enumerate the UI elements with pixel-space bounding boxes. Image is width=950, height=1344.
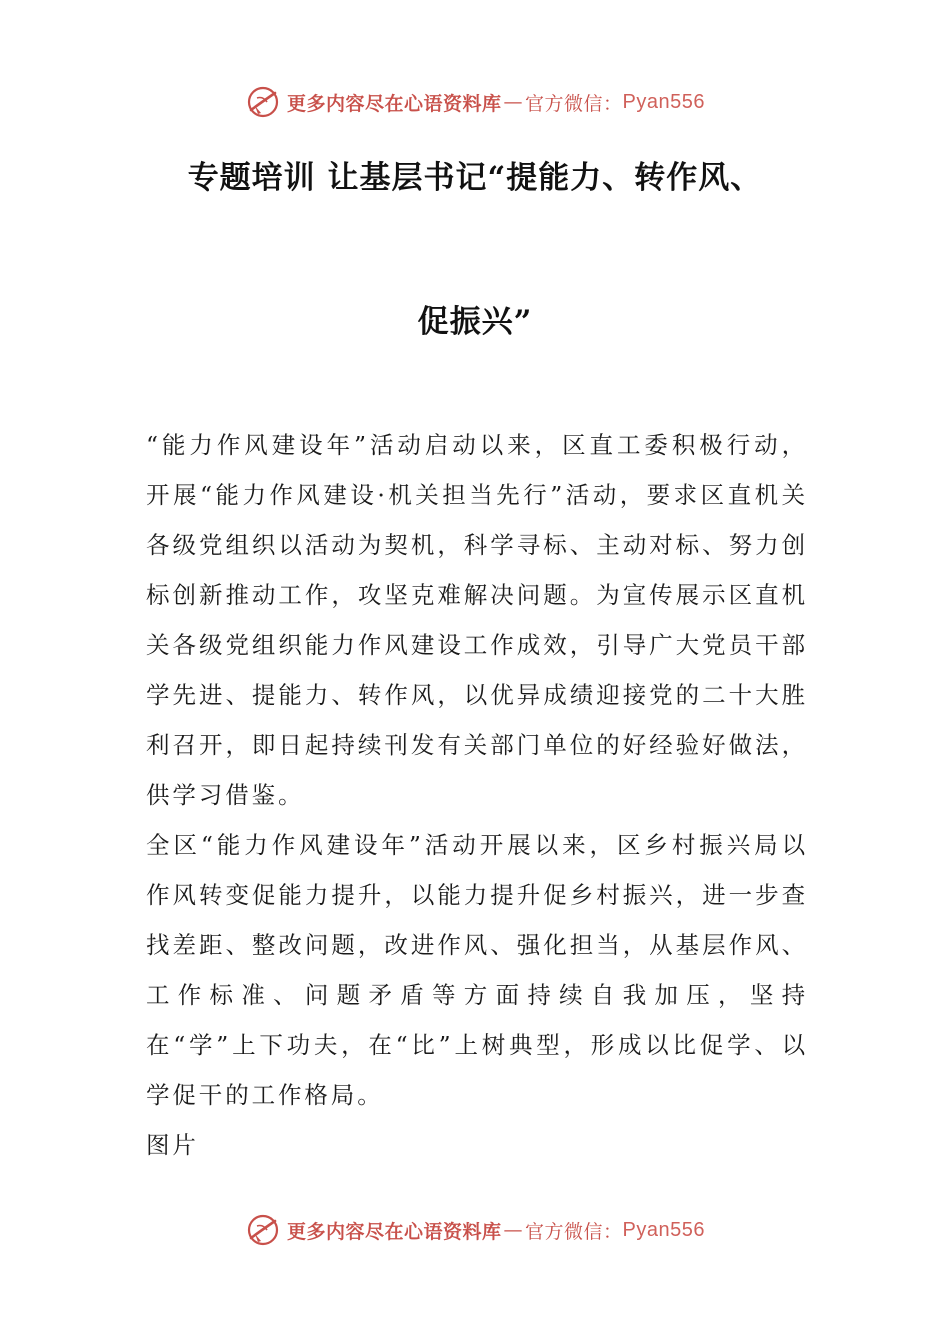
watermark-dash: — bbox=[503, 91, 524, 113]
watermark-main-text: 更多内容尽在心语资料库 bbox=[287, 1220, 502, 1243]
watermark-wechat-id: Pyan556 bbox=[622, 90, 705, 113]
header-watermark bbox=[0, 82, 950, 122]
watermark-wechat-label: 官方微信： bbox=[525, 1220, 623, 1243]
document-title-line-2: 促振兴” bbox=[417, 304, 533, 340]
watermark-wechat-id: Pyan556 bbox=[622, 1218, 705, 1241]
watermark-main-text: 更多内容尽在心语资料库 bbox=[287, 92, 502, 115]
watermark-wechat-label: 官方微信： bbox=[525, 92, 623, 115]
document-body bbox=[146, 420, 808, 1170]
pen-in-circle-icon bbox=[245, 1212, 281, 1248]
footer-watermark bbox=[0, 1210, 950, 1250]
paragraph-2: 全区“能力作风建设年”活动开展以来，区乡村振兴局以作风转变促能力提升，以能力提升促乡村振兴，进一步查找差距、整改问题，改进作风、强化担当，从基层作风、工作标准、问题矛盾等方面持续自我加压，坚持在“学”上下功夫，在“比”上树典型，形成以比促学、以学促干的工作格局。 bbox=[146, 831, 808, 1109]
document-title-line-1: 专题培训 让基层书记“提能力、转作风、 bbox=[187, 160, 763, 196]
paragraph-1: “能力作风建设年”活动启动以来，区直工委积极行动，开展“能力作风建设·机关担当先行”活动，要求区直机关各级党组织以活动为契机，科学寻标、主动对标、努力创标创新推动工作，攻坚克难解决问题。为宣传展示区直机关各级党组织能力作风建设工作成效，引导广大党员干部学先进、提能力、转作风，以优异成绩迎接党的二十大胜利召开，即日起持续刊发有关部门单位的好经验好做法，供学习借鉴。 bbox=[146, 431, 808, 809]
paragraph-image-placeholder: 图片 bbox=[146, 1131, 199, 1159]
watermark-dash: — bbox=[503, 1219, 524, 1241]
pen-in-circle-icon bbox=[245, 84, 281, 120]
